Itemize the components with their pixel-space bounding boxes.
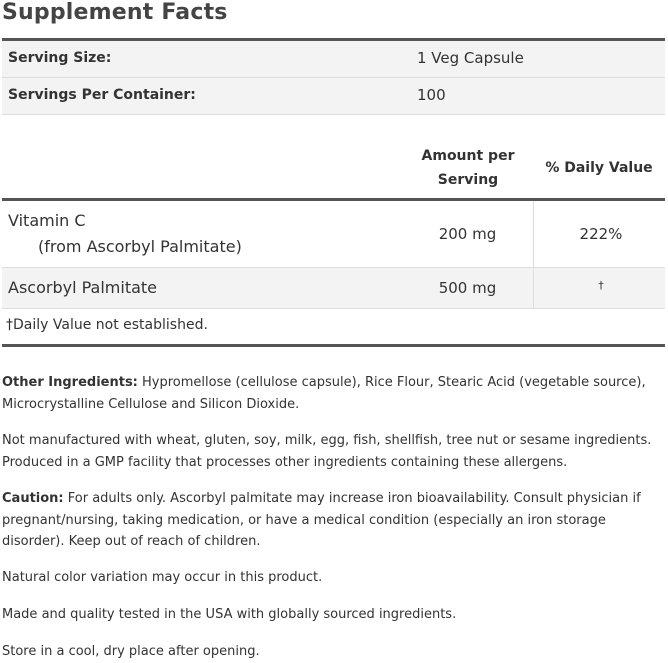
column-divider — [533, 268, 534, 308]
header-daily-value: % Daily Value — [545, 160, 653, 176]
nutrient-name: Vitamin C — [8, 211, 86, 230]
caution — [2, 488, 662, 553]
storage-note: Store in a cool, dry place after opening. — [2, 644, 260, 659]
made-in-usa-note: Made and quality tested in the USA with globally sourced ingredients. — [2, 607, 457, 622]
header-amount-line1: Amount per — [421, 148, 515, 164]
serving-size-value: 1 Veg Capsule — [417, 49, 524, 67]
allergen-statement: Not manufactured with wheat, gluten, soy, milk, egg, fish, shellfish, tree nut or sesame ingredients. Produced in a GMP facility that processes other ingredients containing these allergens. — [2, 433, 652, 470]
divider — [2, 308, 665, 309]
other-ingredients — [2, 372, 662, 415]
divider — [2, 114, 665, 115]
color-note: Natural color variation may occur in this product. — [2, 570, 323, 585]
serving-size-row — [2, 41, 665, 77]
nutrient-sub: (from Ascorbyl Palmitate) — [38, 237, 242, 256]
table-row — [2, 268, 665, 308]
servings-per-container-row — [2, 78, 665, 114]
bottom-rule — [2, 344, 665, 347]
table-row — [2, 201, 665, 267]
footnote: †Daily Value not established. — [6, 317, 208, 333]
nutrient-amount: 500 mg — [438, 279, 497, 297]
header-amount-per-serving — [398, 144, 538, 192]
other-ingredients-text: Hypromellose (cellulose capsule), Rice Flour, Stearic Acid (vegetable source), Microcrystalline Cellulose and Silicon Dioxide. — [2, 375, 646, 412]
other-ingredients-label: Other Ingredients: — [2, 375, 138, 390]
column-divider — [533, 201, 534, 267]
nutrient-daily-value: † — [598, 279, 604, 292]
nutrient-amount: 200 mg — [438, 225, 497, 243]
caution-label: Caution: — [2, 491, 64, 506]
nutrient-name: Ascorbyl Palmitate — [8, 278, 158, 297]
page-title: Supplement Facts — [2, 0, 228, 25]
serving-size-label: Serving Size: — [8, 50, 112, 66]
header-amount-line2: Serving — [437, 172, 499, 188]
servings-per-container-label: Servings Per Container: — [8, 87, 196, 103]
servings-per-container-value: 100 — [417, 86, 446, 104]
nutrient-daily-value: 222% — [579, 225, 623, 243]
caution-text: For adults only. Ascorbyl palmitate may increase iron bioavailability. Consult physician if pregnant/nursing, taking medication, or have a medical condition (especially an iron storage disorder). Keep out of reach of children. — [2, 491, 641, 549]
